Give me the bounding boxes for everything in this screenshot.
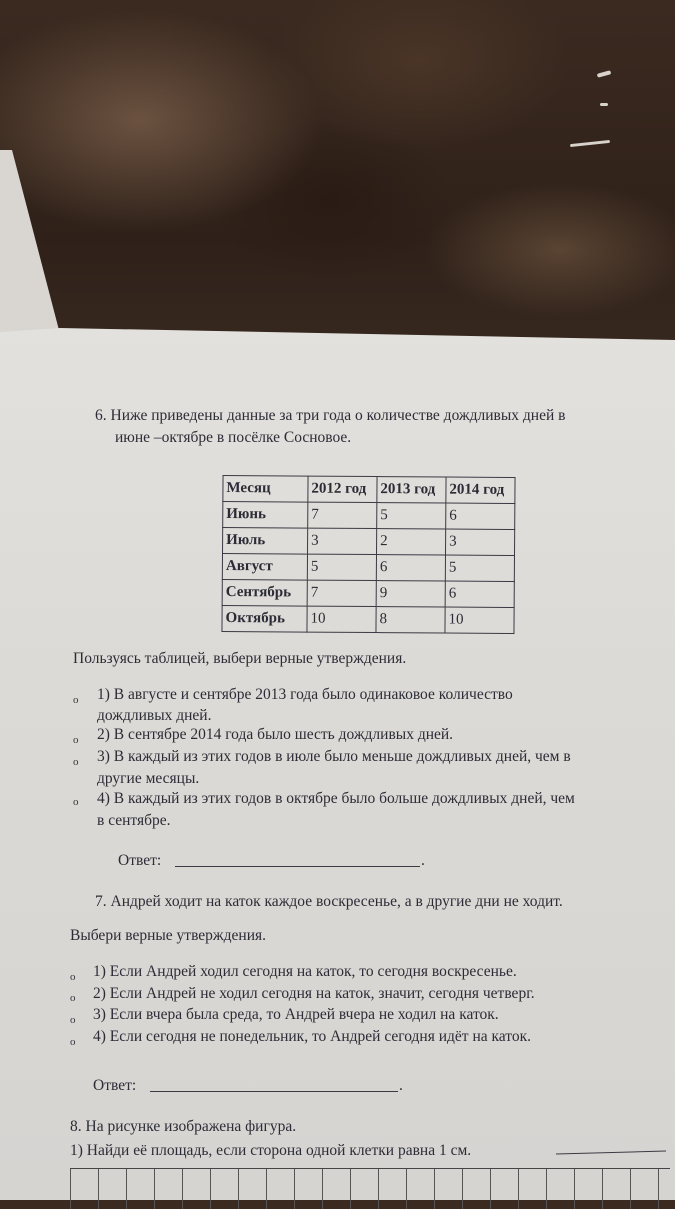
value-cell: 7 [308, 502, 377, 528]
task7-option-4: 4) Если сегодня не понедельник, то Андрей сегодня идёт на каток. [93, 1028, 531, 1045]
value-cell: 3 [445, 529, 514, 555]
task6-answer-field[interactable] [175, 866, 420, 867]
option-bullet[interactable]: o [73, 756, 79, 768]
option-bullet[interactable]: o [73, 694, 79, 706]
table-header-row [223, 475, 515, 503]
month-cell: Июнь [223, 501, 308, 528]
light-glare [600, 103, 608, 106]
value-cell: 10 [445, 607, 514, 633]
task7-line1: 7. Андрей ходит на каток каждое воскресенье, а в другие дни не ходит. [95, 893, 563, 910]
task7-answer-field[interactable] [150, 1091, 398, 1092]
task8-line1: 8. На рисунке изображена фигура. [70, 1118, 297, 1135]
task6-line1: 6. Ниже приведены данные за три года о количестве дождливых дней в [95, 407, 566, 424]
figure-grid [70, 1168, 670, 1209]
task7-answer-end: . [399, 1077, 403, 1094]
task6-answer-end: . [421, 852, 425, 869]
option-bullet[interactable]: o [70, 971, 76, 983]
task6-option-1: 1) В августе и сентябре 2013 года было одинаковое количество [97, 686, 513, 703]
month-cell: Июль [223, 527, 308, 554]
value-cell: 8 [376, 607, 445, 633]
table-row [223, 527, 515, 555]
task6-instruction: Пользуясь таблицей, выбери верные утверждения. [73, 650, 407, 667]
table-row [223, 501, 515, 529]
value-cell: 5 [377, 503, 446, 529]
task6-option-2: 2) В сентябре 2014 года было шесть дождливых дней. [97, 726, 454, 743]
table-row [222, 605, 514, 633]
month-cell: Сентябрь [222, 579, 307, 606]
task6-line2: июне –октябре в посёлке Сосновое. [115, 429, 352, 446]
value-cell: 2 [376, 529, 445, 555]
task8-line2: 1) Найди её площадь, если сторона одной клетки равна 1 см. [70, 1142, 472, 1159]
option-bullet[interactable]: o [70, 992, 76, 1004]
value-cell: 6 [446, 503, 515, 529]
option-bullet[interactable]: o [73, 734, 79, 746]
value-cell: 6 [445, 581, 514, 607]
table-row [222, 553, 514, 581]
month-cell: Октябрь [222, 605, 307, 632]
value-cell: 9 [376, 581, 445, 607]
header-month: Месяц [223, 475, 308, 502]
value-cell: 7 [307, 580, 376, 606]
month-cell: Август [222, 553, 307, 580]
option-bullet[interactable]: o [70, 1036, 76, 1048]
header-2013: 2013 год [377, 477, 446, 503]
task7-option-1: 1) Если Андрей ходил сегодня на каток, то сегодня воскресенье. [93, 963, 517, 980]
header-2012: 2012 год [308, 476, 377, 502]
value-cell: 5 [445, 555, 514, 581]
task6-option-1-cont: дождливых дней. [97, 707, 212, 724]
task6-option-3-cont: другие месяцы. [97, 770, 200, 787]
table-row [222, 579, 514, 607]
task7-option-3: 3) Если вчера была среда, то Андрей вчера не ходил на каток. [93, 1006, 499, 1023]
task6-option-3: 3) В каждый из этих годов в июле было меньше дождливых дней, чем в [97, 748, 571, 765]
value-cell: 5 [307, 554, 376, 580]
task7-option-2: 2) Если Андрей не ходил сегодня на каток, значит, сегодня четверг. [93, 985, 535, 1002]
value-cell: 10 [307, 606, 376, 632]
option-bullet[interactable]: o [70, 1014, 76, 1026]
task7-answer-label: Ответ: [93, 1077, 137, 1094]
value-cell: 6 [376, 555, 445, 581]
task6-option-4: 4) В каждый из этих годов в октябре было больше дождливых дней, чем [97, 790, 575, 807]
task6-option-4-cont: в сентябре. [97, 812, 171, 829]
rain-days-table [221, 475, 515, 634]
task6-answer-label: Ответ: [118, 852, 162, 869]
value-cell: 3 [308, 528, 377, 554]
option-bullet[interactable]: o [73, 796, 79, 808]
task7-instruction: Выбери верные утверждения. [70, 927, 267, 944]
header-2014: 2014 год [446, 477, 515, 503]
